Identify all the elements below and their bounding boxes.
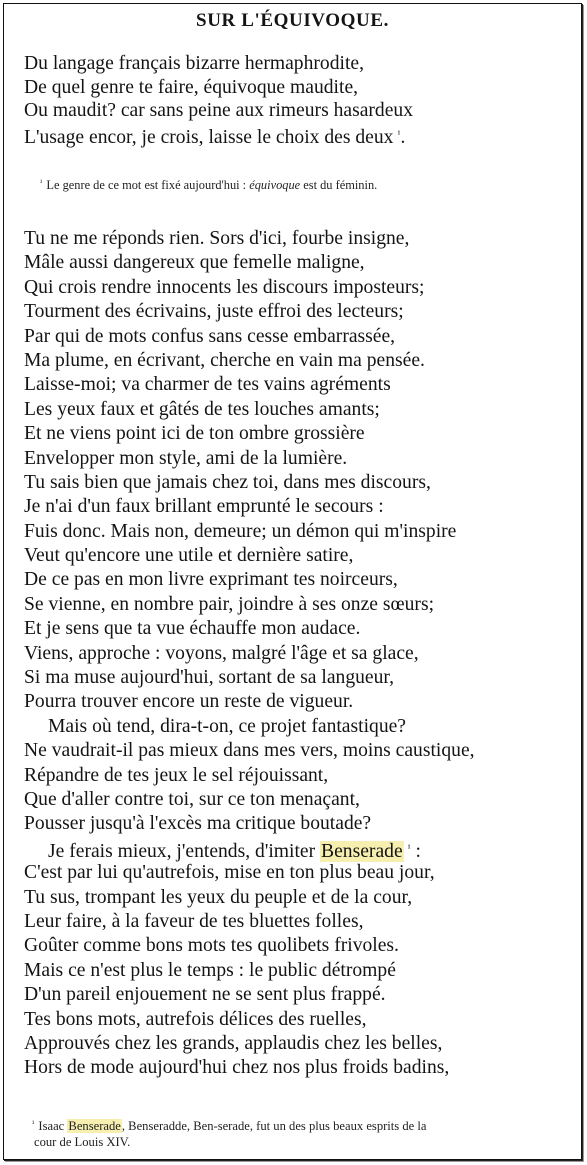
book-page: [3, 3, 582, 1160]
verse-line: Par qui de mots confus sans cesse embarrassée,: [24, 325, 396, 347]
verse-line: Qui crois rendre innocents les discours imposteurs;: [24, 276, 425, 298]
verse-line: Pourra trouver encore un reste de vigueur.: [24, 691, 354, 713]
verse-line: Du langage français bizarre hermaphrodite,: [24, 53, 365, 74]
verse-line: Ou maudit? car sans peine aux rimeurs hasardeux: [24, 100, 414, 122]
verse-line: Laisse-moi; va charmer de tes vains agréments: [24, 374, 391, 396]
verse-line: Se vienne, en nombre pair, joindre à ses onze sœurs;: [24, 593, 435, 615]
verse-line: Leur faire, à la faveur de tes bluettes folles,: [24, 910, 364, 932]
verse-line: Fuis donc. Mais non, demeure; un démon qui m'inspire: [24, 520, 457, 542]
verse-line-indented: Mais où tend, dira-t-on, ce projet fantastique?: [48, 715, 407, 737]
stanza-opening: [24, 52, 413, 146]
verse-line: Mais ce n'est plus le temps : le public détrompé: [24, 959, 396, 981]
verse-line: C'est par lui qu'autrefois, mise en ton plus beau jour,: [24, 862, 435, 884]
verse-line: Je n'ai d'un faux brillant emprunté le secours :: [24, 496, 384, 518]
verse-text: L'usage encor, je crois, laisse le choix des deux: [24, 126, 394, 148]
verse-line: Ma plume, en écrivant, cherche en vain ma pensée.: [24, 349, 425, 371]
verse-line: Tourment des écrivains, juste effroi des lecteurs;: [24, 301, 404, 323]
footnote-line: [32, 1116, 426, 1134]
verse-line: Tu sais bien que jamais chez toi, dans mes discours,: [24, 471, 431, 493]
verse-line: Envelopper mon style, ami de la lumière.: [24, 447, 348, 469]
verse-text-end: :: [410, 840, 421, 862]
footnote-italic-word: équivoque: [249, 178, 301, 192]
footnote-line: cour de Louis XIV.: [34, 1135, 131, 1149]
verse-line: De quel genre te faire, équivoque maudite,: [24, 76, 359, 98]
footnote-mark: ¹: [40, 178, 43, 187]
verse-line: Mâle aussi dangereux que femelle maligne,: [24, 252, 365, 274]
poem-title: SUR L'ÉQUIVOQUE.: [196, 10, 389, 31]
verse-line: Que d'aller contre toi, sur ce ton menaçant,: [24, 788, 360, 810]
footnote-text-rest: , Benseradde, Ben-serade, fut un des plus beaux esprits de la: [121, 1119, 427, 1133]
verse-line: Tu sus, trompant les yeux du peuple et de la cour,: [24, 886, 413, 908]
highlighted-name: Benserade: [68, 1119, 121, 1133]
verse-line: Et je sens que ta vue échauffe mon audace.: [24, 618, 361, 640]
footnote-benserade: [32, 1116, 426, 1150]
footnote-reference: ¹: [407, 842, 411, 854]
footnote-genre: [40, 175, 377, 193]
verse-line: Viens, approche : voyons, malgré l'âge et sa glace,: [24, 642, 419, 664]
verse-line: De ce pas en mon livre exprimant tes noirceurs,: [24, 569, 398, 591]
verse-line: Si ma muse aujourd'hui, sortant de sa langueur,: [24, 667, 395, 689]
footnote-mark: ¹: [32, 1119, 35, 1128]
verse-line-benserade: [24, 837, 475, 861]
footnote-reference: ¹: [397, 128, 401, 140]
footnote-text: Le genre de ce mot est fixé aujourd'hui :: [46, 178, 250, 192]
verse-line: Goûter comme bons mots tes quolibets frivoles.: [24, 935, 399, 957]
verse-line: Hors de mode aujourd'hui chez nos plus froids badins,: [24, 1057, 450, 1079]
verse-line: Veut qu'encore une utile et dernière satire,: [24, 545, 354, 567]
footnote-text: Isaac: [38, 1119, 68, 1133]
verse-line: Répandre de tes jeux le sel réjouissant,: [24, 764, 329, 786]
highlighted-name: Benserade: [321, 840, 403, 862]
stanza-main: [24, 227, 475, 1081]
verse-line: Approuvés chez les grands, applaudis chez les belles,: [24, 1032, 443, 1054]
verse-line: Et ne viens point ici de ton ombre grossière: [24, 423, 365, 445]
footnote-text-end: est du féminin.: [300, 178, 378, 192]
verse-text: Je ferais mieux, j'entends, d'imiter: [48, 840, 321, 862]
verse-line: D'un pareil enjouement ne se sent plus frappé.: [24, 984, 386, 1006]
verse-line: Tes bons mots, autrefois délices des ruelles,: [24, 1008, 367, 1030]
verse-line: Pousser jusqu'à l'excès ma critique boutade?: [24, 813, 372, 835]
verse-line: Les yeux faux et gâtés de tes louches amants;: [24, 398, 380, 420]
verse-line: Ne vaudrait-il pas mieux dans mes vers, moins caustique,: [24, 740, 475, 762]
verse-line: Tu ne me réponds rien. Sors d'ici, fourbe insigne,: [24, 228, 410, 249]
verse-line: L'usage encor, je crois, laisse le choix des deux $^{^1}$.: [24, 126, 406, 148]
